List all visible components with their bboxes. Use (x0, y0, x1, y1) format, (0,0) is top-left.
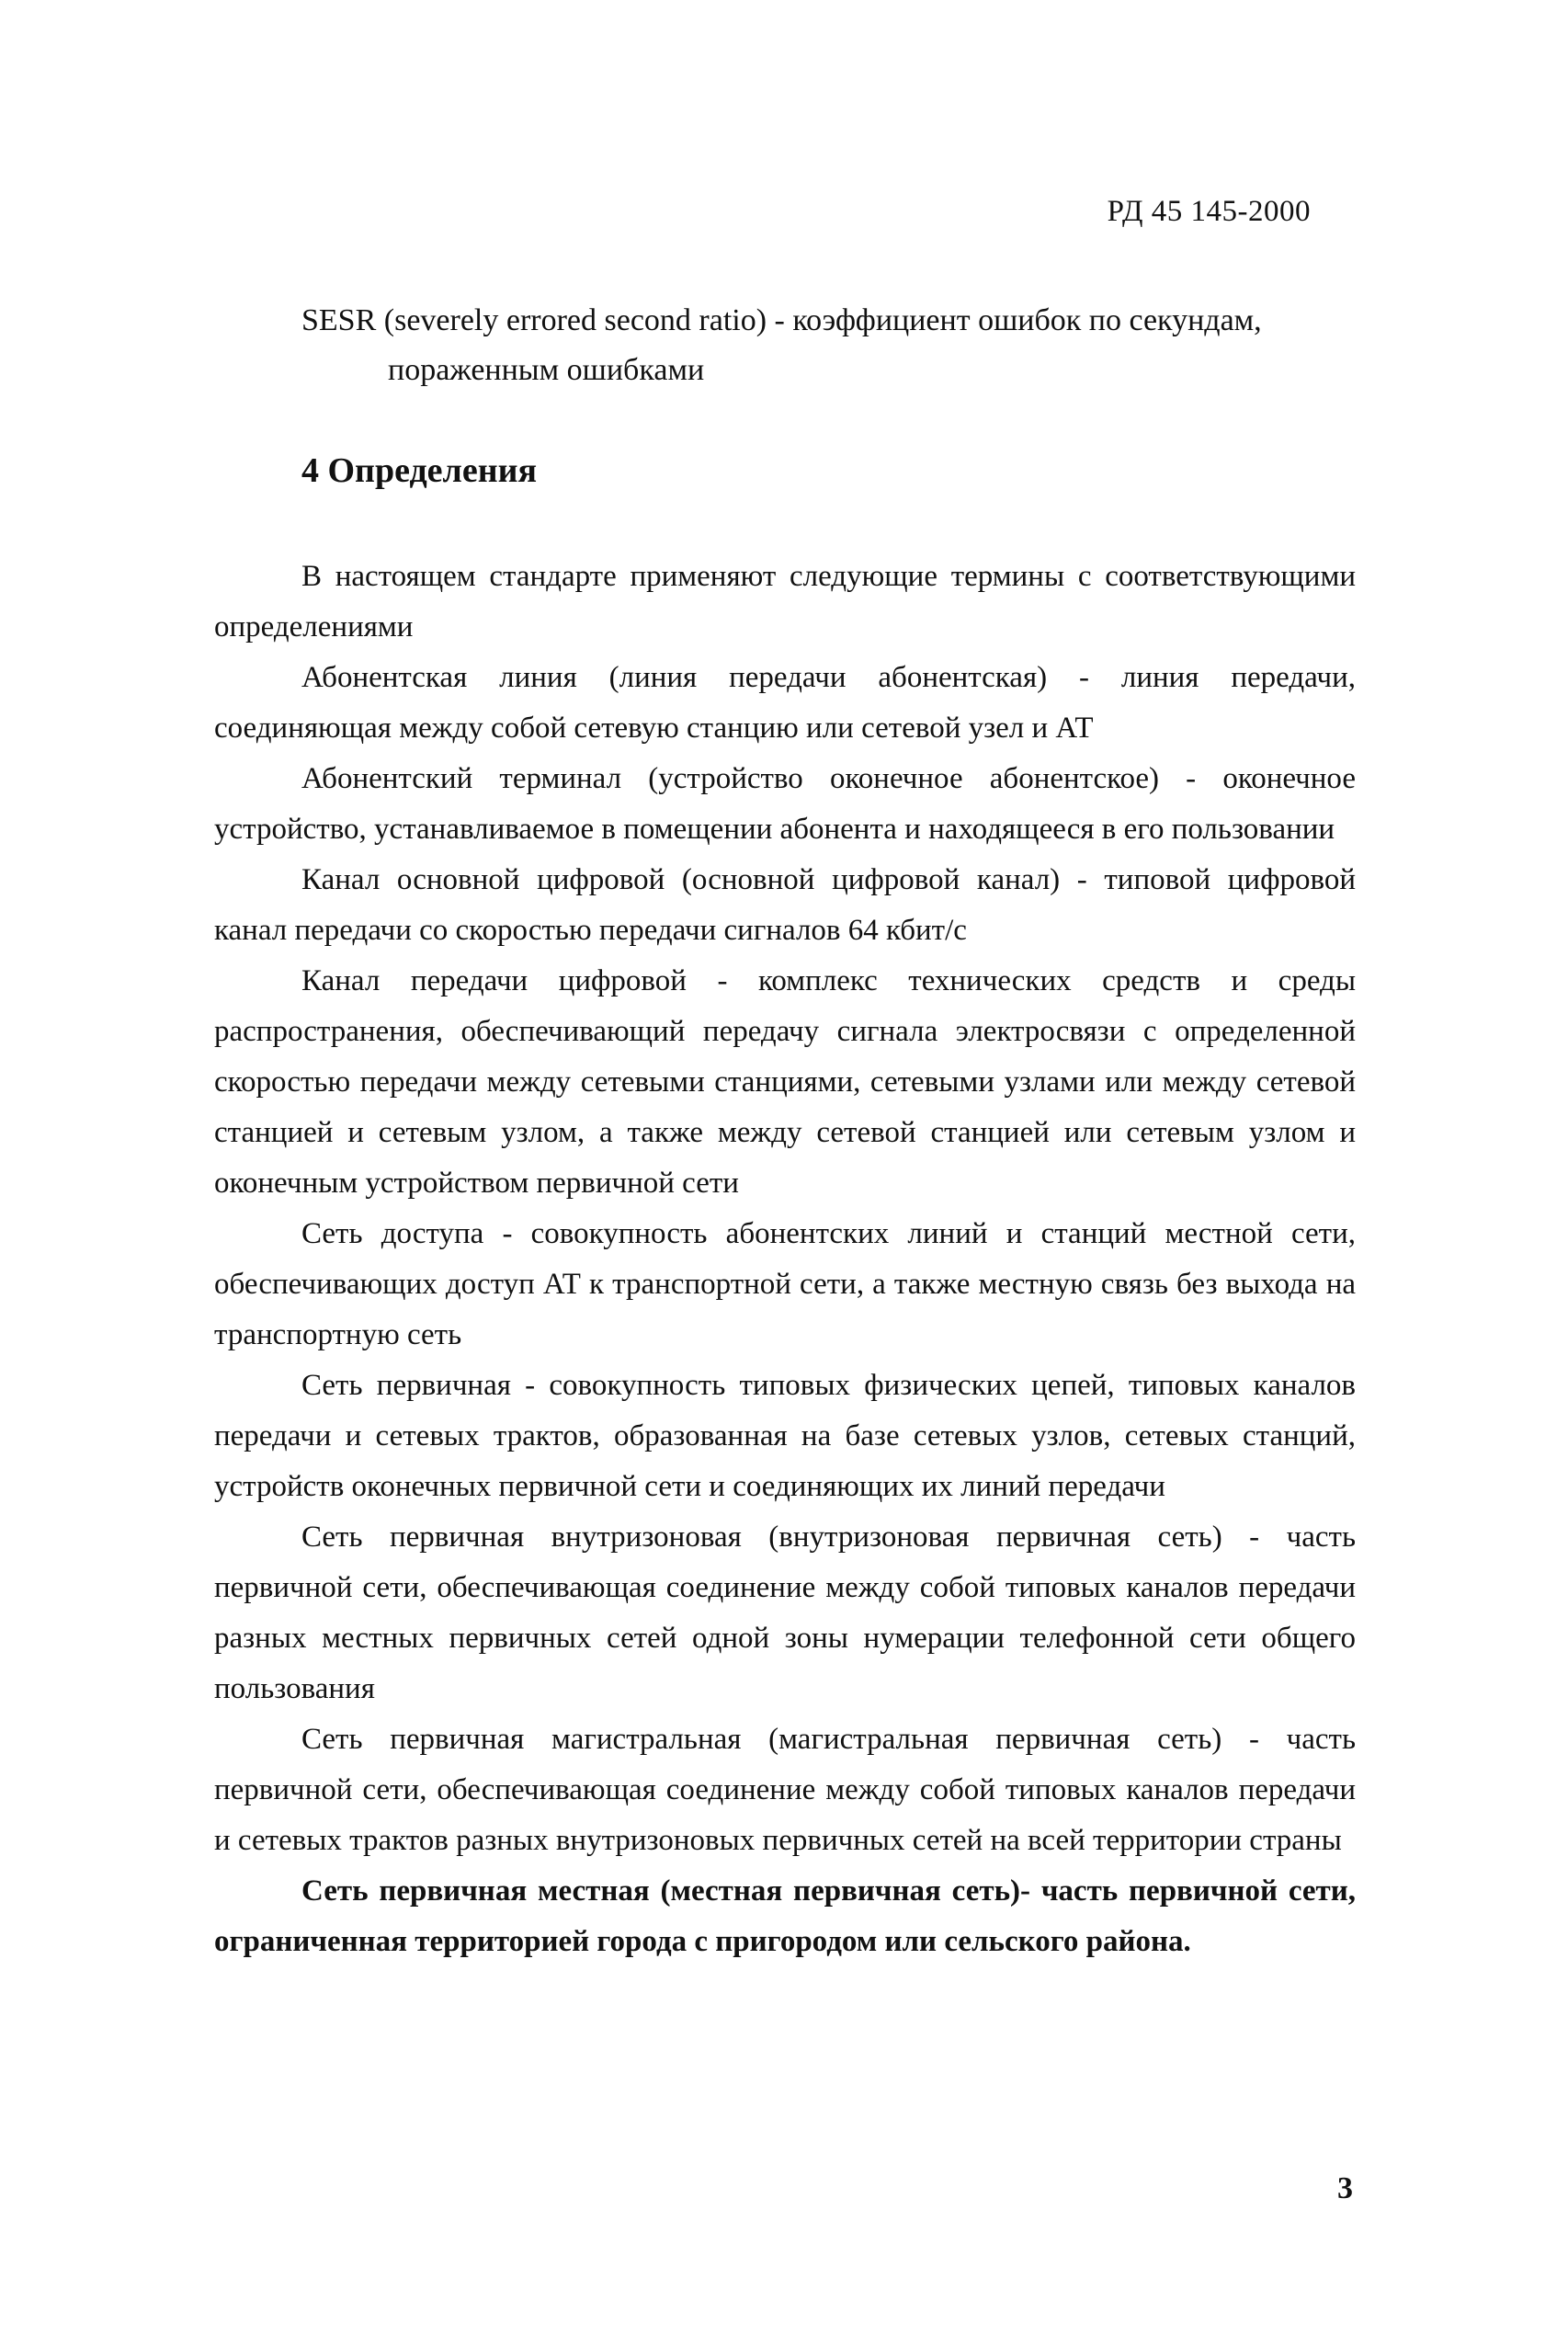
page-number: 3 (1337, 2171, 1353, 2205)
definition-paragraph: Сеть первичная местная (местная первичная сеть)- часть первичной сети, ограниченная территорией города с пригородом или сельского района. (214, 1874, 1356, 1958)
abbreviation-line-2: пораженным ошибками (388, 353, 705, 388)
definitions-body (214, 552, 1356, 1967)
definition-paragraph: Сеть доступа - совокупность абонентских линий и станций местной сети, обеспечивающих доступ АТ к транспортной сети, а также местную связь без выхода на транспортную сеть (214, 1217, 1356, 1351)
paragraph-intro: В настоящем стандарте применяют следующие термины с соответствующими определениями (214, 560, 1356, 644)
definition-paragraph: Абонентский терминал (устройство оконечное абонентское) - оконечное устройство, устанавливаемое в помещении абонента и находящееся в его пользовании (214, 762, 1356, 846)
definition-paragraph: Сеть первичная - совокупность типовых физических цепей, типовых каналов передачи и сетевых трактов, образованная на базе сетевых узлов, сетевых станций, устройств оконечных первичной сети и соединяющих их линий передачи (214, 1369, 1356, 1503)
definition-paragraph: Сеть первичная магистральная (магистральная первичная сеть) - часть первичной сети, обеспечивающая соединение между собой типовых каналов передачи и сетевых трактов разных внутризоновых первичных сетей на всей территории страны (214, 1723, 1356, 1857)
definition-paragraph: Канал основной цифровой (основной цифровой канал) - типовой цифровой канал передачи со скоростью передачи сигналов 64 кбит/с (214, 863, 1356, 947)
section-heading: 4 Определения (301, 451, 538, 490)
definition-paragraph: Сеть первичная внутризоновая (внутризоновая первичная сеть) - часть первичной сети, обеспечивающая соединение между собой типовых каналов передачи разных местных первичных сетей одной зоны нумерации телефонной сети общего пользования (214, 1521, 1356, 1705)
document-code: РД 45 145-2000 (1107, 195, 1311, 228)
definition-paragraph: Абонентская линия (линия передачи абонентская) - линия передачи, соединяющая между собой сетевую станцию или сетевой узел и АТ (214, 661, 1356, 745)
definition-paragraph: Канал передачи цифровой - комплекс технических средств и среды распространения, обеспечивающий передачу сигнала электросвязи с определенной скоростью передачи между сетевыми станциями, сетевыми узлами или между сетевой станцией и сетевым узлом, а также между сетевой станцией или сетевым узлом и оконечным устройством первичной сети (214, 964, 1356, 1200)
abbreviation-line-1: SESR (severely errored second ratio) - коэффициент ошибок по секундам, (301, 303, 1262, 337)
abbreviation-entry (301, 296, 1358, 396)
